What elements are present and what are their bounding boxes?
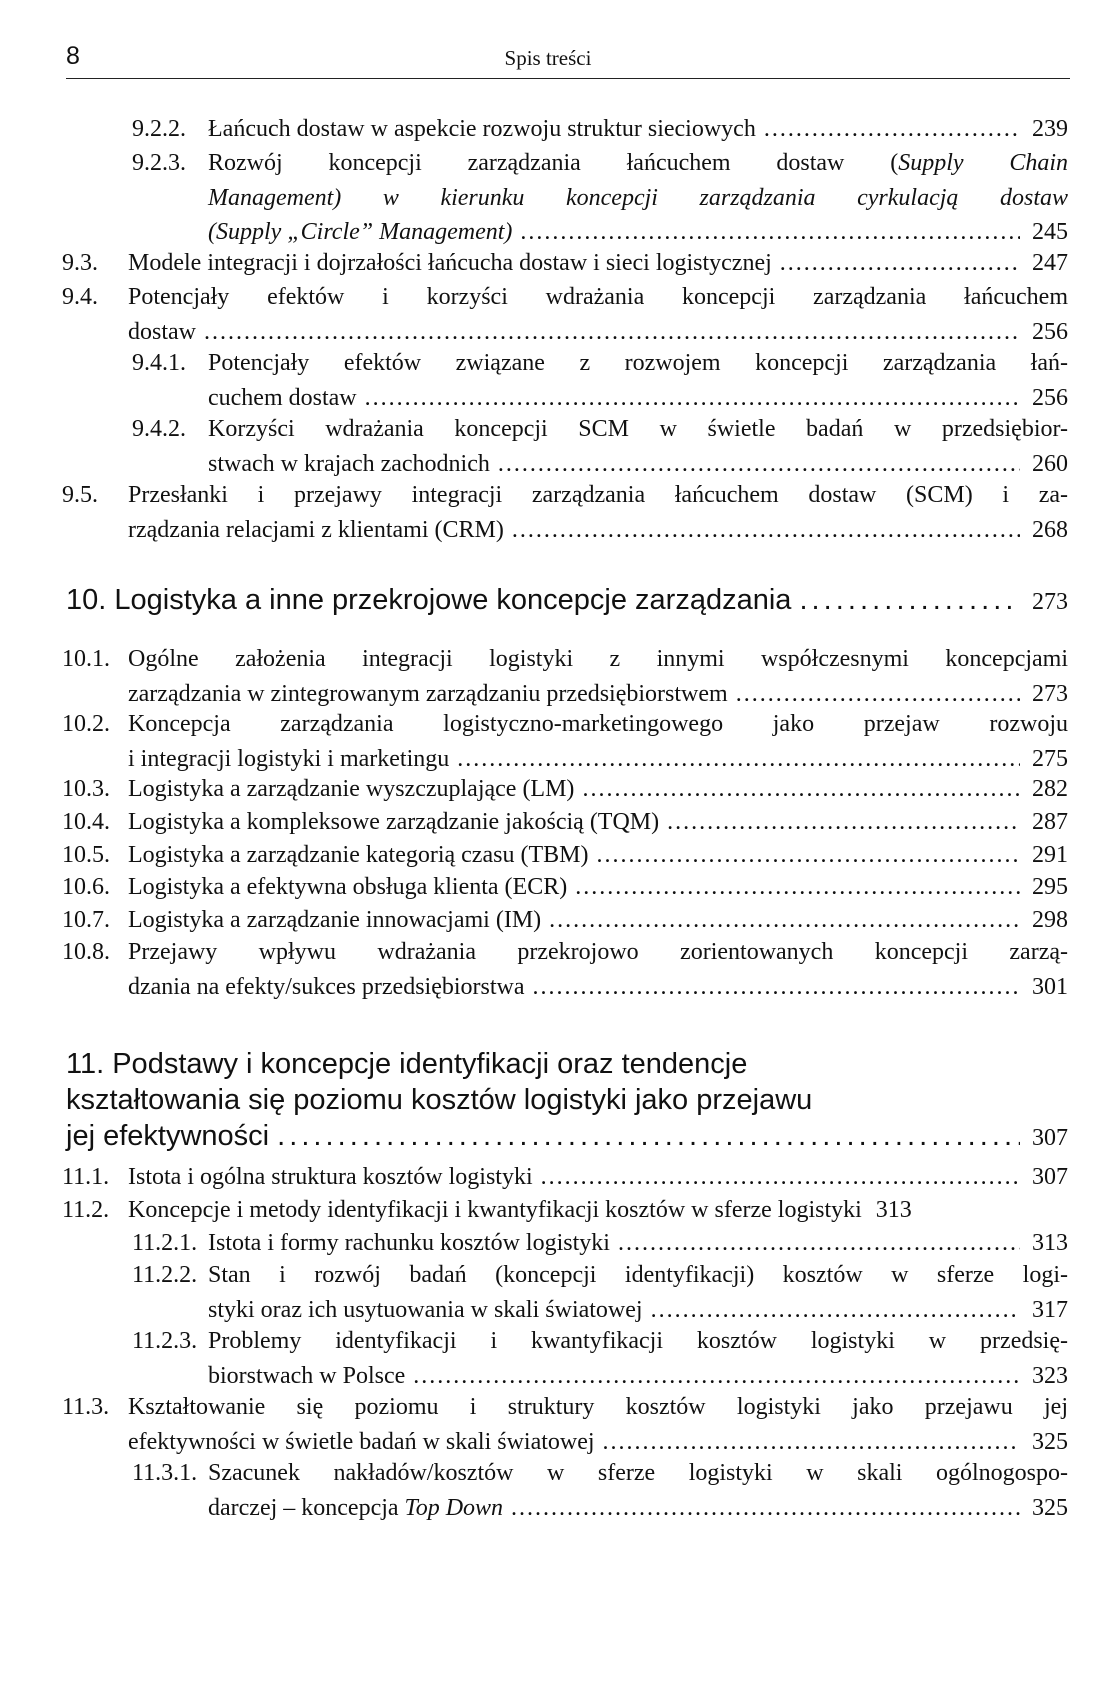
toc-entry bbox=[62, 903, 1068, 938]
section-number: 11.3. bbox=[62, 1394, 110, 1420]
section-number: 9.4. bbox=[62, 284, 98, 310]
entry-text: Logistyka a zarządzanie innowacjami (IM) bbox=[128, 907, 542, 933]
entry-text: darczej – koncepcja Top Down bbox=[208, 1494, 504, 1521]
entry-text: (Supply „Circle” Management) bbox=[208, 219, 513, 245]
entry-line: Stan i rozwój badań (koncepcji identyfikacji) kosztów w sferze logi- bbox=[208, 1262, 1068, 1288]
section-number: 11.3.1. bbox=[132, 1460, 198, 1486]
page-ref: 291 bbox=[1032, 842, 1068, 868]
toc-entry bbox=[62, 246, 1068, 281]
entry-text: rządzania relacjami z klientami (CRM) bbox=[128, 516, 504, 543]
section-number: 10.3. bbox=[62, 776, 110, 802]
entry-line: Koncepcja zarządzania logistyczno-marketingowego jako przejaw rozwoju bbox=[128, 711, 1068, 737]
toc-entry bbox=[62, 1390, 1068, 1459]
section-number: 10.1. bbox=[62, 646, 110, 672]
dot-leader bbox=[457, 742, 1020, 777]
toc-entry bbox=[62, 1160, 1068, 1195]
section-number: 10.2. bbox=[62, 711, 110, 737]
entry-text: efektywności w świetle badań w skali światowej bbox=[128, 1428, 595, 1455]
page-ref: 298 bbox=[1032, 907, 1068, 933]
toc-entry bbox=[132, 1226, 1068, 1261]
toc-entry bbox=[62, 935, 1068, 1004]
page-ref: 325 bbox=[1032, 1428, 1068, 1455]
dot-leader bbox=[520, 215, 1020, 250]
entry-line: Potencjały efektów i korzyści wdrażania koncepcji zarządzania łańcuchem bbox=[128, 284, 1068, 310]
dot-leader bbox=[667, 805, 1020, 840]
section-number: 9.4.1. bbox=[132, 350, 186, 376]
page-ref: 313 bbox=[1032, 1230, 1068, 1256]
section-number: 10.7. bbox=[62, 907, 110, 933]
entry-line: Korzyści wdrażania koncepcji SCM w świetle badań w przedsiębior- bbox=[208, 416, 1068, 442]
toc-entry bbox=[132, 1456, 1068, 1525]
entry-text: Logistyka a kompleksowe zarządzanie jakością (TQM) bbox=[128, 809, 660, 835]
section-number: 9.2.3. bbox=[132, 150, 186, 176]
toc-entry bbox=[62, 870, 1068, 905]
page-ref: 260 bbox=[1032, 450, 1068, 477]
toc-entry bbox=[132, 1258, 1068, 1327]
dot-leader bbox=[277, 1118, 1020, 1154]
entry-text: zarządzania w zintegrowanym zarządzaniu przedsiębiorstwem bbox=[128, 680, 728, 707]
dot-leader bbox=[582, 772, 1020, 807]
section-number: 11.1. bbox=[62, 1164, 110, 1190]
toc-entry bbox=[132, 1324, 1068, 1393]
section-number: 11.2.3. bbox=[132, 1328, 198, 1354]
chapter-title: 10. Logistyka a inne przekrojowe koncepcje zarządzania bbox=[66, 584, 792, 616]
entry-text: Logistyka a zarządzanie wyszczuplające (LM) bbox=[128, 776, 575, 802]
dot-leader bbox=[736, 677, 1020, 712]
page-ref: 256 bbox=[1032, 318, 1068, 345]
chapter-heading bbox=[66, 582, 1068, 620]
section-number: 10.5. bbox=[62, 842, 110, 868]
entry-line: Potencjały efektów związane z rozwojem koncepcji zarządzania łań- bbox=[208, 350, 1068, 376]
page-ref: 273 bbox=[1032, 680, 1068, 707]
entry-text: Istota i formy rachunku kosztów logistyki bbox=[208, 1230, 610, 1256]
section-number: 11.2. bbox=[62, 1197, 110, 1223]
dot-leader bbox=[498, 447, 1020, 482]
page-ref: 239 bbox=[1032, 116, 1068, 142]
toc-entry bbox=[62, 280, 1068, 349]
page-header bbox=[66, 38, 1070, 79]
dot-leader bbox=[413, 1359, 1020, 1394]
chapter-title-line: 11. Podstawy i koncepcje identyfikacji oraz tendencje bbox=[66, 1048, 748, 1080]
entry-text: Istota i ogólna struktura kosztów logistyki bbox=[128, 1164, 533, 1190]
entry-text: Logistyka a zarządzanie kategorią czasu (TBM) bbox=[128, 842, 589, 868]
page-ref: 287 bbox=[1032, 809, 1068, 835]
page-ref: 282 bbox=[1032, 776, 1068, 802]
entry-text: styki oraz ich usytuowania w skali światowej bbox=[208, 1296, 643, 1323]
dot-leader bbox=[575, 870, 1020, 905]
entry-text: biorstwach w Polsce bbox=[208, 1362, 406, 1389]
page-ref: 273 bbox=[1032, 589, 1068, 615]
dot-leader bbox=[541, 1160, 1020, 1195]
toc-entry bbox=[62, 1193, 1068, 1228]
entry-text: i integracji logistyki i marketingu bbox=[128, 745, 450, 772]
toc-entry bbox=[62, 478, 1068, 547]
section-number: 11.2.1. bbox=[132, 1230, 198, 1256]
page-ref: 307 bbox=[1032, 1125, 1068, 1151]
entry-line: Szacunek nakładów/kosztów w sferze logistyki w skali ogólnogospo- bbox=[208, 1460, 1068, 1486]
dot-leader bbox=[365, 381, 1020, 416]
entry-line: Przesłanki i przejawy integracji zarządzania łańcuchem dostaw (SCM) i za- bbox=[128, 482, 1068, 508]
toc-entry bbox=[62, 642, 1068, 711]
dot-leader bbox=[512, 513, 1020, 548]
chapter-title-line: jej efektywności bbox=[66, 1120, 270, 1152]
entry-text: cuchem dostaw bbox=[208, 384, 357, 411]
entry-text: dostaw bbox=[128, 318, 196, 345]
page-ref: 245 bbox=[1032, 219, 1068, 245]
dot-leader bbox=[549, 903, 1020, 938]
page-ref: 313 bbox=[875, 1197, 912, 1223]
toc-entry bbox=[62, 838, 1068, 873]
section-number: 10.8. bbox=[62, 939, 110, 965]
section-number: 9.5. bbox=[62, 482, 98, 508]
toc-entry bbox=[62, 707, 1068, 776]
toc-entry bbox=[132, 346, 1068, 415]
entry-line: Kształtowanie się poziomu i struktury kosztów logistyki jako przejawu jej bbox=[128, 1394, 1068, 1420]
dot-leader bbox=[511, 1491, 1020, 1526]
section-number: 9.3. bbox=[62, 250, 98, 276]
toc-entry bbox=[132, 146, 1068, 250]
page-ref: 268 bbox=[1032, 516, 1068, 543]
page-ref: 317 bbox=[1032, 1296, 1068, 1323]
page-ref: 295 bbox=[1032, 874, 1068, 900]
dot-leader bbox=[603, 1425, 1020, 1460]
dot-leader bbox=[651, 1293, 1020, 1328]
entry-text: Logistyka a efektywna obsługa klienta (ECR) bbox=[128, 874, 568, 900]
page-ref: 325 bbox=[1032, 1494, 1068, 1521]
section-number: 9.4.2. bbox=[132, 416, 186, 442]
dot-leader bbox=[596, 838, 1020, 873]
toc-entry bbox=[132, 112, 1068, 147]
chapter-title-line: kształtowania się poziomu kosztów logistyki jako przejawu bbox=[66, 1084, 813, 1116]
entry-line: Rozwój koncepcji zarządzania łańcuchem dostaw (Supply Chain bbox=[208, 150, 1068, 176]
entry-text: stwach w krajach zachodnich bbox=[208, 450, 490, 477]
entry-line: Przejawy wpływu wdrażania przekrojowo zorientowanych koncepcji zarzą- bbox=[128, 939, 1068, 965]
entry-line: Ogólne założenia integracji logistyki z innymi współczesnymi koncepcjami bbox=[128, 646, 1068, 672]
page-ref: 301 bbox=[1032, 973, 1068, 1000]
section-number: 9.2.2. bbox=[132, 116, 186, 142]
dot-leader bbox=[780, 246, 1020, 281]
running-title: Spis treści bbox=[504, 46, 592, 70]
dot-leader bbox=[799, 582, 1020, 618]
entry-text: Modele integracji i dojrzałości łańcucha dostaw i sieci logistycznej bbox=[128, 250, 772, 276]
dot-leader bbox=[533, 970, 1020, 1005]
dot-leader bbox=[764, 112, 1020, 147]
entry-text: dzania na efekty/sukces przedsiębiorstwa bbox=[128, 973, 525, 1000]
entry-text: Koncepcje i metody identyfikacji i kwantyfikacji kosztów w sferze logistyki bbox=[128, 1197, 862, 1223]
toc-entry bbox=[132, 412, 1068, 481]
entry-line: Management) w kierunku koncepcji zarządzania cyrkulacją dostaw bbox=[208, 184, 1068, 211]
page-ref: 256 bbox=[1032, 384, 1068, 411]
page-ref: 323 bbox=[1032, 1362, 1068, 1389]
entry-text: Łańcuch dostaw w aspekcie rozwoju struktur sieciowych bbox=[208, 116, 756, 142]
section-number: 10.6. bbox=[62, 874, 110, 900]
page-ref: 247 bbox=[1032, 250, 1068, 276]
page-ref: 275 bbox=[1032, 745, 1068, 772]
page-number: 8 bbox=[66, 42, 80, 70]
toc-entry bbox=[62, 772, 1068, 807]
entry-line: Problemy identyfikacji i kwantyfikacji kosztów logistyki w przedsię- bbox=[208, 1328, 1068, 1354]
toc-entry bbox=[62, 805, 1068, 840]
section-number: 11.2.2. bbox=[132, 1262, 198, 1288]
page-ref: 307 bbox=[1032, 1164, 1068, 1190]
dot-leader bbox=[618, 1226, 1020, 1261]
chapter-heading bbox=[66, 1046, 1068, 1156]
section-number: 10.4. bbox=[62, 809, 110, 835]
dot-leader bbox=[204, 315, 1020, 350]
